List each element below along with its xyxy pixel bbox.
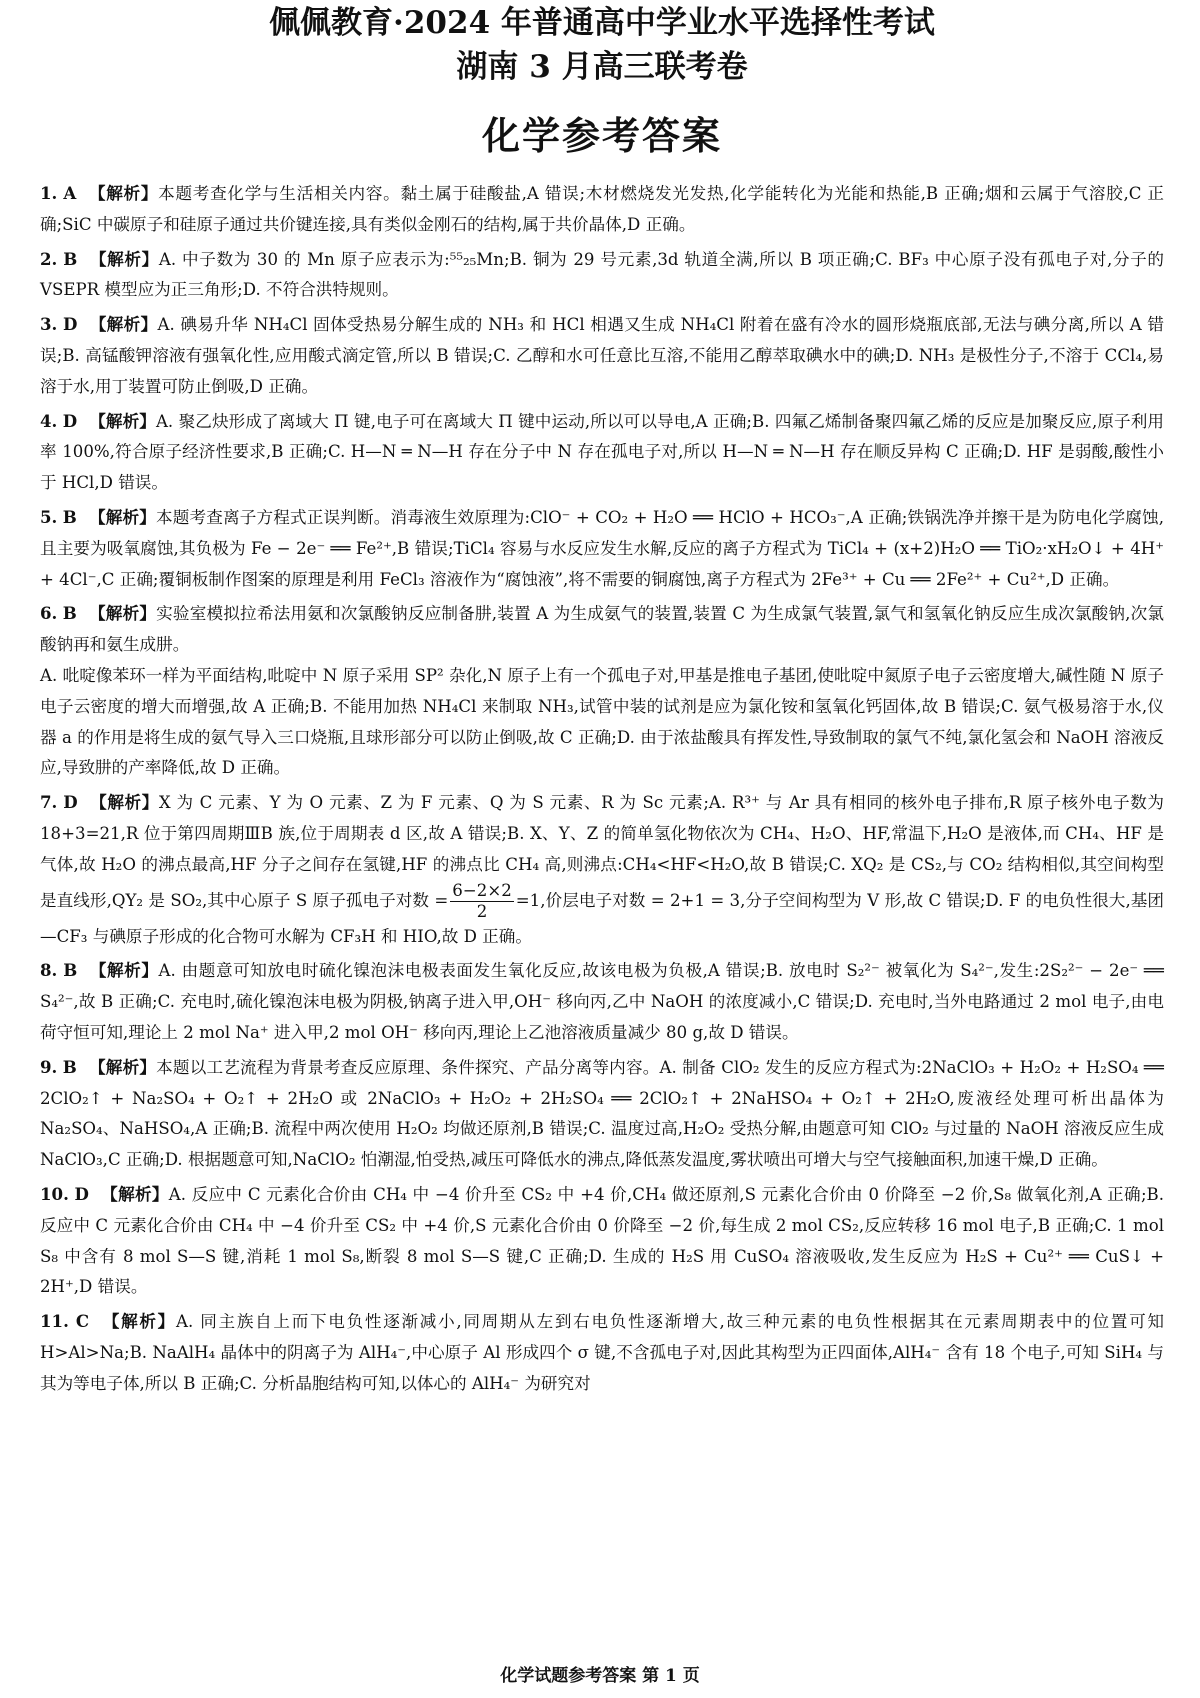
answer-item — [40, 1179, 1164, 1303]
answer-choice: B — [63, 960, 78, 981]
question-number: 10. — [40, 1183, 69, 1204]
answer-paragraph — [40, 309, 1164, 402]
analysis-tag: 【解析】 — [89, 960, 159, 981]
answer-choice: C — [75, 1311, 90, 1332]
analysis-text: A. 反应中 C 元素化合价由 CH₄ 中 −4 价升至 CS₂ 中 +4 价,CH₄ 做还原剂,S 元素化合价由 0 价降至 −2 价,S₈ 做氧化剂,A 正确;B. 反应中 C 元素化合价由 CH₄ 中 −4 价升至 CS₂ 中 +4 价,S 元素化合价由 0 价降至 −2 价,每生成 2 mol CS₂,反应转移 16 mol 电子,B 正确;C. 1 mol S₈ 中含有 8 mol S—S 键,消耗 1 mol S₈,断裂 8 mol S—S 键,C 正确;D. 生成的 H₂S 用 CuSO₄ 溶液吸收,发生反应为 H₂S + Cu²⁺ ══ CuS↓ + 2H⁺,D 错误。 — [40, 1184, 1165, 1297]
answer-item — [40, 1306, 1164, 1399]
question-number: 4. — [40, 410, 58, 431]
question-number: 9. — [40, 1056, 58, 1077]
analysis-tag: 【解析】 — [89, 410, 156, 431]
answer-paragraph — [40, 1306, 1164, 1399]
question-number: 11. — [40, 1311, 69, 1332]
analysis-text: A. 中子数为 30 的 Mn 原子应表示为:⁵⁵₂₅Mn;B. 铜为 29 号元素,3d 轨道全满,所以 B 项正确;C. BF₃ 中心原子没有孤电子对,分子的 VSEPR 模型应为正三角形;D. 不符合洪特规则。 — [40, 249, 1165, 300]
analysis-text: A. 碘易升华 NH₄Cl 固体受热易分解生成的 NH₃ 和 HCl 相遇又生成 NH₄Cl 附着在盛有冷水的圆形烧瓶底部,无法与碘分离,所以 A 错误;B. 高锰酸钾溶液有强氧化性,应用酸式滴定管,所以 B 错误;C. 乙醇和水可任意比互溶,不能用乙醇萃取碘水中的碘;D. NH₃ 是极性分子,不溶于 CCl₄,易溶于水,用丁装置可防止倒吸,D 正确。 — [40, 315, 1164, 396]
analysis-tag: 【解析】 — [89, 792, 159, 813]
page-title: 化学参考答案 — [481, 113, 722, 158]
page-footer: 化学试题参考答案 第 1 页 — [500, 1666, 700, 1686]
answer-item — [40, 787, 1164, 952]
answer-choice: B — [63, 248, 78, 269]
analysis-text: 本题考查化学与生活相关内容。黏土属于硅酸盐,A 错误;木材燃烧发光发热,化学能转化为光能和热能,B 正确;烟和云属于气溶胶,C 正确;SiC 中碳原子和硅原子通过共价键连接,具有类似金刚石的结构,属于共价晶体,D 正确。 — [40, 184, 1165, 234]
exam-title: 佩佩教育·2024 年普通高中学业水平选择性考试 — [269, 5, 935, 41]
answer-list — [40, 178, 1164, 1399]
answer-paragraph — [40, 955, 1164, 1048]
answer-paragraph — [40, 502, 1164, 595]
answer-paragraph — [40, 661, 1164, 784]
analysis-tag: 【解析】 — [89, 248, 159, 269]
analysis-tag: 【解析】 — [101, 1311, 176, 1332]
answer-item — [40, 406, 1164, 499]
analysis-tag: 【解析】 — [88, 1056, 157, 1077]
answer-item — [40, 598, 1164, 784]
answer-choice: D — [62, 314, 78, 335]
analysis-text: A. 吡啶像苯环一样为平面结构,吡啶中 N 原子采用 SP² 杂化,N 原子上有一个孤电子对,甲基是推电子基团,使吡啶中氮原子电子云密度增大,碱性随 N 原子电子云密度的增大而增强,故 A 正确;B. 不能用加热 NH₄Cl 来制取 NH₃,试管中装的试剂是应为氯化铵和氢氧化钙固体,故 B 错误;C. 氨气极易溶于水,仪器 a 的作用是将生成的氨气导入三口烧瓶,且球形部分可以防止倒吸,故 C 正确;D. 由于浓盐酸具有挥发性,导致制取的氯气不纯,氯化氢会和 NaOH 溶液反应,导致肼的产率降低,故 D 正确。 — [40, 665, 1164, 778]
exam-subtitle: 湖南 3 月高三联考卷 — [456, 49, 748, 85]
fraction-numerator: 6−2×2 — [452, 880, 512, 900]
answer-paragraph — [40, 244, 1164, 307]
analysis-tag: 【解析】 — [88, 183, 159, 203]
answer-choice: B — [62, 1056, 77, 1077]
analysis-text: 本题以工艺流程为背景考查反应原理、条件探究、产品分离等内容。A. 制备 ClO₂ 发生的反应方程式为:2NaClO₃ + H₂O₂ + H₂SO₄ ══ 2ClO₂↑ + Na₂SO₄ + O₂↑ + 2H₂O 或 2NaClO₃ + H₂O₂ + 2H₂SO₄ ══ 2ClO₂↑ + 2NaHSO₄ + O₂↑ + 2H₂O,废液经处理可析出晶体为 Na₂SO₄、NaHSO₄,A 正确;B. 流程中两次使用 H₂O₂ 均做还原剂,B 错误;C. 温度过高,H₂O₂ 受热分解,由题意可知 ClO₂ 与过量的 NaOH 溶液反应生成 NaClO₃,C 正确;D. 根据题意可知,NaClO₂ 怕潮湿,怕受热,减压可降低水的沸点,降低蒸发温度,雾状喷出可增大与空气接触面积,加速干燥,D 正确。 — [40, 1057, 1165, 1170]
answer-item — [40, 1052, 1164, 1176]
answer-paragraph — [40, 178, 1164, 241]
question-number: 5. — [40, 506, 58, 527]
answer-paragraph — [40, 1052, 1164, 1176]
answer-choice: B — [62, 603, 77, 624]
question-number: 7. — [40, 792, 58, 813]
question-number: 3. — [40, 314, 58, 335]
answer-paragraph — [40, 406, 1164, 499]
analysis-text: A. 由题意可知放电时硫化镍泡沫电极表面发生氧化反应,故该电极为负极,A 错误;B. 放电时 S₂²⁻ 被氧化为 S₄²⁻,发生:2S₂²⁻ − 2e⁻ ══ S₄²⁻,故 B 正确;C. 充电时,硫化镍泡沫电极为阴极,钠离子进入甲,OH⁻ 移向丙,乙中 NaOH 的浓度减小,C 错误;D. 充电时,当外电路通过 2 mol 电子,由电荷守恒可知,理论上 2 mol Na⁺ 进入甲,2 mol OH⁻ 移向丙,理论上乙池溶液质量减少 80 g,故 D 错误。 — [40, 961, 1165, 1042]
answer-paragraph — [40, 787, 1164, 952]
analysis-tag: 【解析】 — [100, 1183, 169, 1204]
answer-item — [40, 955, 1164, 1048]
analysis-text: A. 聚乙炔形成了离域大 Π 键,电子可在离域大 Π 键中运动,所以可以导电,A 正确;B. 四氟乙烯制备聚四氟乙烯的反应是加聚反应,原子利用率 100%,符合原子经济性要求,B 正确;C. H—N ═ N—H 存在分子中 N 存在孤电子对,所以 H—N ═ N—H 存在顺反异构 C 正确;D. HF 是弱酸,酸性小于 HCl,D 错误。 — [40, 411, 1164, 493]
fraction — [450, 881, 513, 922]
answer-choice: B — [62, 506, 77, 527]
question-number: 1. — [40, 183, 58, 203]
analysis-text: A. 同主族自上而下电负性逐渐减小,同周期从左到右电负性逐渐增大,故三种元素的电负性根据其在元素周期表中的位置可知 H>Al>Na;B. NaAlH₄ 晶体中的阴离子为 AlH₄⁻,中心原子 Al 形成四个 σ 键,不含孤电子对,因此其构型为正四面体,AlH₄⁻ 含有 18 个电子,可知 SiH₄ 与其为等电子体,所以 B 正确;C. 分析晶胞结构可知,以体心的 AlH₄⁻ 为研究对 — [40, 1312, 1164, 1393]
analysis-text: =1,价层电子对数 = 2+1 = 3,分子空间构型为 V 形,故 C 错误;D. F 的电负性很大,基团—CF₃ 与碘原子形成的化合物可水解为 CF₃H 和 HIO,故 D 正确。 — [40, 890, 1165, 946]
question-number: 8. — [40, 960, 58, 981]
answer-choice: D — [63, 792, 78, 813]
answer-item — [40, 244, 1164, 307]
answer-item — [40, 178, 1164, 241]
document-header — [40, 0, 1164, 88]
fraction-denominator: 2 — [476, 901, 488, 921]
analysis-tag: 【解析】 — [88, 603, 157, 624]
answer-choice: D — [74, 1183, 89, 1204]
answer-choice: D — [62, 410, 78, 431]
answer-choice: A — [63, 183, 77, 203]
answer-item — [40, 502, 1164, 595]
answer-paragraph — [40, 1179, 1164, 1303]
answer-item — [40, 309, 1164, 402]
question-number: 2. — [40, 248, 58, 269]
analysis-tag: 【解析】 — [88, 506, 156, 527]
question-number: 6. — [40, 603, 58, 624]
analysis-text: 本题考查离子方程式正误判断。消毒液生效原理为:ClO⁻ + CO₂ + H₂O ══ HClO + HCO₃⁻,A 正确;铁锅洗净并擦干是为防电化学腐蚀,且主要为吸氧腐蚀,其负极为 Fe − 2e⁻ ══ Fe²⁺,B 错误;TiCl₄ 容易与水反应发生水解,反应的离子方程式为 TiCl₄ + (x+2)H₂O ══ TiO₂·xH₂O↓ + 4H⁺ + 4Cl⁻,C 正确;覆铜板制作图案的原理是利用 FeCl₃ 溶液作为“腐蚀液”,将不需要的铜腐蚀,离子方程式为 2Fe³⁺ + Cu ══ 2Fe²⁺ + Cu²⁺,D 正确。 — [40, 507, 1165, 589]
analysis-text: 实验室模拟拉希法用氨和次氯酸钠反应制备肼,装置 A 为生成氨气的装置,装置 C 为生成氯气装置,氯气和氢氧化钠反应生成次氯酸钠,次氯酸钠再和氨生成肼。 — [40, 604, 1165, 655]
analysis-text: X 为 C 元素、Y 为 O 元素、Z 为 F 元素、Q 为 S 元素、R 为 Sc 元素;A. R³⁺ 与 Ar 具有相同的核外电子排布,R 原子核外电子数为 18+3=21,R 位于第四周期ⅢB 族,位于周期表 d 区,故 A 错误;B. X、Y、Z 的简单氢化物依次为 CH₄、H₂O、HF,常温下,H₂O 是液体,而 CH₄、HF 是气体,故 H₂O 的沸点最高,HF 分子之间存在氢键,HF 的沸点比 CH₄ 高,则沸点:CH₄<HF<H₂O,故 B 错误;C. XQ₂ 是 CS₂,与 CO₂ 结构相似,其空间构型是直线形,QY₂ 是 SO₂,其中心原子 S 原子孤电子对数 = — [40, 793, 1164, 910]
answer-paragraph — [40, 598, 1164, 661]
analysis-tag: 【解析】 — [89, 314, 158, 335]
